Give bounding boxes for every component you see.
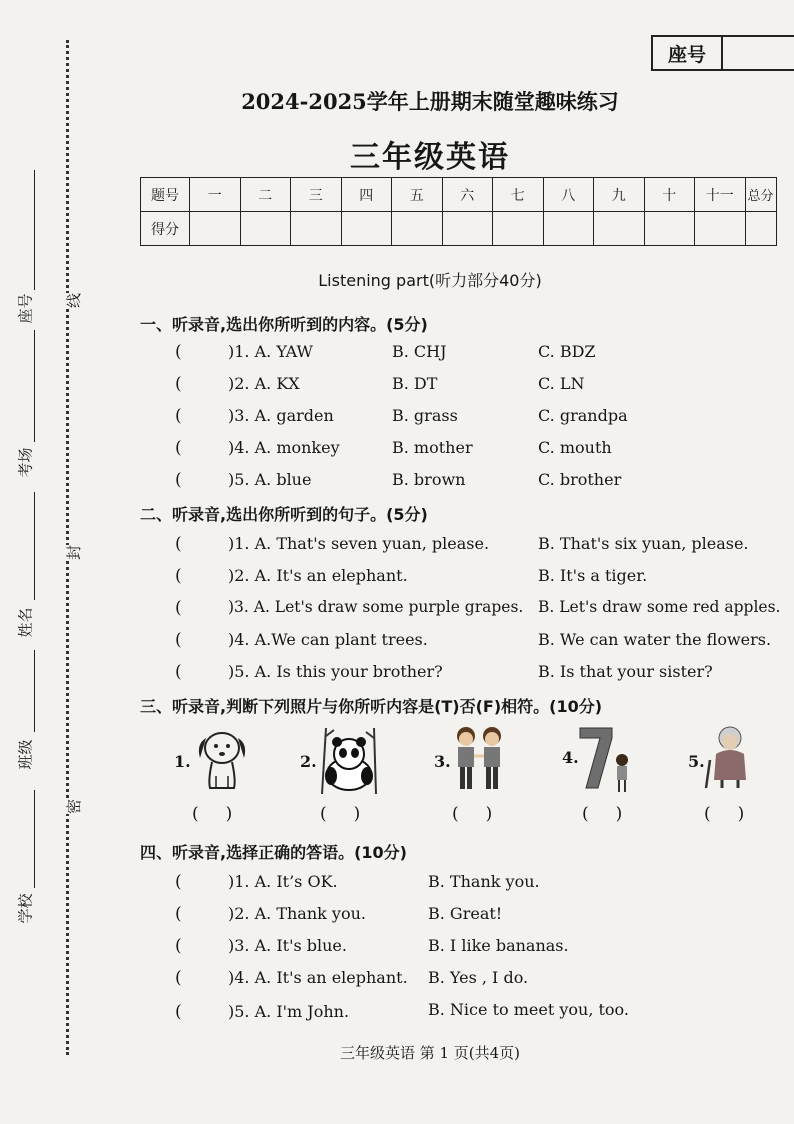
s2-q4-option-b: B. We can water the flowers.	[538, 630, 772, 649]
seat-number-label: 座号	[653, 37, 723, 69]
score-table-row-label: 题号	[141, 178, 190, 212]
s2-q3-option-a: )3. A. Let's draw some purple grapes.	[228, 598, 524, 616]
score-cell[interactable]	[493, 212, 544, 246]
picture-answer-blank[interactable]: ( )	[704, 804, 745, 824]
s1-q1-option-a: )1. A. YAW	[228, 342, 313, 361]
number-seven-girl-picture	[576, 722, 636, 794]
score-table-header: 十	[644, 178, 695, 212]
answer-blank[interactable]: (	[175, 534, 182, 554]
seat-number-field[interactable]	[723, 37, 794, 69]
s1-q2-option-b: B. DT	[392, 374, 438, 393]
answer-blank[interactable]: (	[175, 374, 182, 394]
s2-q2-option-b: B. It's a tiger.	[538, 566, 648, 585]
s2-q2-option-a: )2. A. It's an elephant.	[228, 566, 408, 585]
dog-picture	[188, 724, 256, 794]
s1-q1-option-c: C. BDZ	[538, 342, 596, 361]
score-cell[interactable]	[442, 212, 493, 246]
score-table-row-label: 得分	[141, 212, 190, 246]
answer-blank[interactable]: (	[175, 566, 182, 586]
score-table-header: 八	[543, 178, 594, 212]
section-3-title: 三、听录音,判断下列照片与你所听内容是(T)否(F)相符。(10分)	[140, 697, 603, 716]
seat-fill-line	[34, 170, 35, 290]
margin-line-char: 线	[61, 293, 86, 308]
s1-q4-option-a: )4. A. monkey	[228, 438, 340, 457]
score-cell[interactable]	[291, 212, 342, 246]
score-table-header: 四	[341, 178, 392, 212]
answer-blank[interactable]: (	[175, 936, 182, 956]
two-boys-picture	[450, 724, 510, 794]
picture-number: 5.	[688, 752, 705, 771]
s1-q2-option-c: C. LN	[538, 374, 585, 393]
s2-q1-option-a: )1. A. That's seven yuan, please.	[228, 534, 490, 553]
answer-blank[interactable]: (	[175, 438, 182, 458]
score-cell[interactable]	[695, 212, 746, 246]
picture-answer-blank[interactable]: ( )	[192, 804, 233, 824]
s1-q4-option-b: B. mother	[392, 438, 473, 457]
class-fill-line	[34, 650, 35, 732]
s2-q5-option-a: )5. A. Is this your brother?	[228, 662, 443, 681]
s4-q5-option-b: B. Nice to meet you, too.	[428, 1000, 629, 1019]
answer-blank[interactable]: (	[175, 904, 182, 924]
s4-q2-option-a: )2. A. Thank you.	[228, 904, 366, 923]
page-footer: 三年级英语 第 1 页(共4页)	[339, 1044, 521, 1062]
s1-q4-option-c: C. mouth	[538, 438, 612, 457]
score-table-header: 九	[594, 178, 645, 212]
s4-q2-option-b: B. Great!	[428, 904, 503, 923]
answer-blank[interactable]: (	[175, 630, 182, 650]
score-table-header: 二	[240, 178, 291, 212]
picture-number: 4.	[562, 748, 579, 767]
s2-q4-option-a: )4. A.We can plant trees.	[228, 630, 428, 649]
margin-seat-label: 座号	[16, 293, 35, 324]
answer-blank[interactable]: (	[175, 406, 182, 426]
s1-q5-option-c: C. brother	[538, 470, 622, 489]
margin-name-label: 姓名	[16, 607, 35, 638]
s4-q5-option-a: )5. A. I'm John.	[228, 1002, 350, 1021]
section-1-title: 一、听录音,选出你所听到的内容。(5分)	[140, 315, 428, 334]
score-cell[interactable]	[190, 212, 241, 246]
margin-class-label: 班级	[16, 739, 35, 770]
s4-q4-option-b: B. Yes , I do.	[428, 968, 529, 987]
score-cell[interactable]	[341, 212, 392, 246]
seat-number-box	[651, 35, 794, 71]
s1-q3-option-b: B. grass	[392, 406, 458, 425]
score-table-header: 一	[190, 178, 241, 212]
s2-q5-option-b: B. Is that your sister?	[538, 662, 713, 681]
answer-blank[interactable]: (	[175, 342, 182, 362]
s1-q5-option-b: B. brown	[392, 470, 466, 489]
picture-answer-blank[interactable]: ( )	[452, 804, 493, 824]
grandma-picture	[700, 724, 756, 790]
s4-q3-option-a: )3. A. It's blue.	[228, 936, 347, 955]
s4-q4-option-a: )4. A. It's an elephant.	[228, 968, 408, 987]
exam-title: 2024-2025学年上册期末随堂趣味练习	[241, 89, 619, 114]
answer-blank[interactable]: (	[175, 470, 182, 490]
picture-answer-blank[interactable]: ( )	[320, 804, 361, 824]
score-table-header: 三	[291, 178, 342, 212]
panda-picture	[316, 724, 382, 794]
name-fill-line	[34, 492, 35, 600]
margin-exam-room-label: 考场	[16, 447, 35, 478]
picture-number: 2.	[300, 752, 317, 771]
s1-q3-option-a: )3. A. garden	[228, 406, 334, 425]
score-cell[interactable]	[745, 212, 776, 246]
score-cell[interactable]	[240, 212, 291, 246]
margin-secret-char: 密	[61, 799, 86, 814]
s4-q1-option-a: )1. A. It’s OK.	[228, 872, 338, 891]
score-cell[interactable]	[543, 212, 594, 246]
exam-subtitle: 三年级英语	[350, 140, 510, 175]
score-cell[interactable]	[392, 212, 443, 246]
score-table-header: 总分	[745, 178, 776, 212]
answer-blank[interactable]: (	[175, 968, 182, 988]
school-fill-line	[34, 790, 35, 888]
score-cell[interactable]	[644, 212, 695, 246]
s1-q3-option-c: C. grandpa	[538, 406, 628, 425]
score-table	[140, 177, 777, 246]
s1-q5-option-a: )5. A. blue	[228, 470, 312, 489]
answer-blank[interactable]: (	[175, 872, 182, 892]
exam-room-fill-line	[34, 330, 35, 442]
listening-part-title: Listening part(听力部分40分)	[318, 271, 542, 290]
margin-school-label: 学校	[16, 893, 35, 924]
s1-q2-option-a: )2. A. KX	[228, 374, 300, 393]
s2-q1-option-b: B. That's six yuan, please.	[538, 534, 749, 553]
score-table-header: 十一	[695, 178, 746, 212]
picture-number: 1.	[174, 752, 191, 771]
picture-answer-blank[interactable]: ( )	[582, 804, 623, 824]
answer-blank[interactable]: (	[175, 1002, 182, 1022]
section-4-title: 四、听录音,选择正确的答语。(10分)	[140, 843, 407, 862]
s4-q3-option-b: B. I like bananas.	[428, 936, 569, 955]
section-2-title: 二、听录音,选出你所听到的句子。(5分)	[140, 505, 428, 524]
s2-q3-option-b: B. Let's draw some red apples.	[538, 598, 781, 616]
margin-seal-char: 封	[61, 545, 86, 560]
s1-q1-option-b: B. CHJ	[392, 342, 447, 361]
score-table-header: 六	[442, 178, 493, 212]
score-table-header: 五	[392, 178, 443, 212]
answer-blank[interactable]: (	[175, 662, 182, 682]
answer-blank[interactable]: (	[175, 598, 182, 618]
picture-number: 3.	[434, 752, 451, 771]
score-table-header: 七	[493, 178, 544, 212]
s4-q1-option-b: B. Thank you.	[428, 872, 540, 891]
score-cell[interactable]	[594, 212, 645, 246]
